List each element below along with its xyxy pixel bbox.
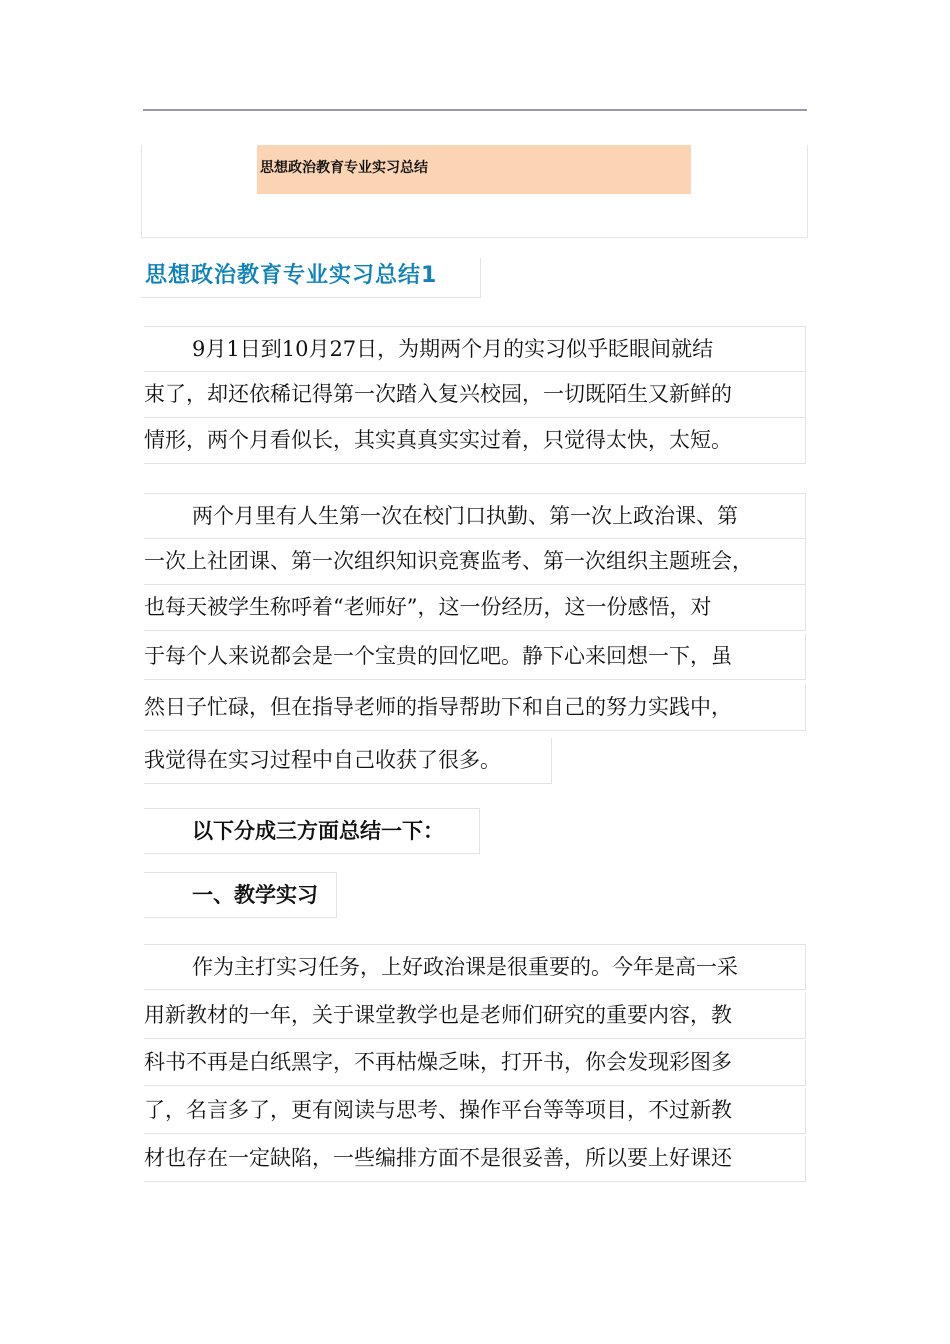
paragraph-1-line: 束了，却还依稀记得第一次踏入复兴校园，一切既陌生又新鲜的 (144, 372, 806, 418)
document-header-title: 思想政治教育专业实习总结 (260, 160, 428, 176)
paragraph-3-line: 了，名言多了，更有阅读与思考、操作平台等等项目，不过新教 (144, 1088, 806, 1134)
summary-intro: 以下分成三方面总结一下： (144, 808, 480, 854)
paragraph-1-line: 情形，两个月看似长，其实真真实实过着，只觉得太快，太短。 (144, 418, 806, 464)
paragraph-3-line: 科书不再是白纸黑字，不再枯燥乏味，打开书，你会发现彩图多 (144, 1040, 806, 1086)
paragraph-2-line: 也每天被学生称呼着“老师好”，这一份经历，这一份感悟，对 (144, 585, 806, 631)
section-1-title: 一、教学实习 (144, 872, 337, 918)
paragraph-3-line: 用新教材的一年，关于课堂教学也是老师们研究的重要内容，教 (144, 993, 806, 1039)
paragraph-2-line: 于每个人来说都会是一个宝贵的回忆吧。静下心来回想一下，虽 (144, 634, 806, 680)
paragraph-1-line: 9月1日到10月27日，为期两个月的实习似乎眨眼间就结 (144, 326, 806, 372)
paragraph-2-line: 两个月里有人生第一次在校门口执勤、第一次上政治课、第 (144, 493, 806, 539)
paragraph-2-line: 然日子忙碌，但在指导老师的指导帮助下和自己的努力实践中， (144, 685, 806, 731)
section-heading: 思想政治教育专业实习总结1 (141, 258, 481, 298)
paragraph-2-line: 一次上社团课、第一次组织知识竞赛监考、第一次组织主题班会， (144, 539, 806, 585)
paragraph-3-line: 材也存在一定缺陷，一些编排方面不是很妥善，所以要上好课还 (144, 1136, 806, 1182)
top-rule (143, 109, 807, 111)
paragraph-3-line: 作为主打实习任务，上好政治课是很重要的。今年是高一采 (144, 944, 806, 990)
paragraph-2-line: 我觉得在实习过程中自己收获了很多。 (144, 738, 552, 784)
